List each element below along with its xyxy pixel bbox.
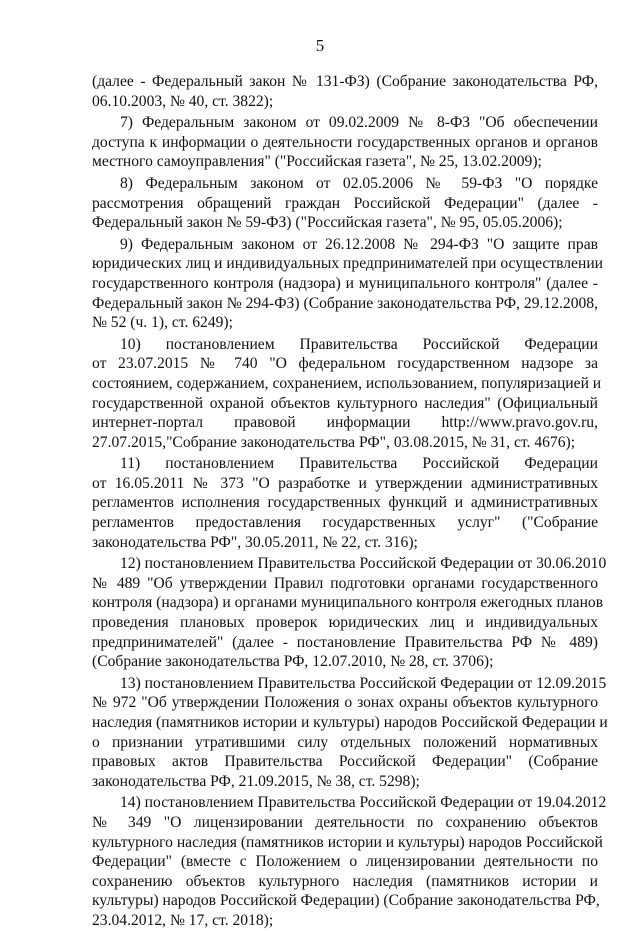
paragraph-p9 [92,235,604,333]
text-line: состоянием, содержанием, сохранением, использованием, популяризацией и [92,374,602,392]
text-line: 27.07.2015,"Собрание законодательства РФ", 03.08.2015, № 31, ст. 4676); [92,433,576,451]
paragraph-p10 [92,335,602,453]
text-line: 10) постановлением Правительства Российской Федерации [120,335,598,353]
text-line: 14) постановлением Правительства Российской Федерации от 19.04.2012 [120,794,607,812]
text-line: регламентов предоставления государственных услуг" ("Собрание [92,514,598,532]
text-line: интернет-портал правовой информации http://www.pravo.gov.ru, [92,414,598,432]
text-line: 13) постановлением Правительства Российской Федерации от 12.09.2015 [120,674,607,692]
text-line: государственного контроля (надзора) и муниципального контроля" (далее - [92,274,598,292]
text-line: проведения плановых проверок юридических лиц и индивидуальных [92,614,598,632]
text-line: культуры) народов Российской Федерации) (Собрание законодательства РФ, [92,892,600,910]
text-line: доступа к информации о деятельности государственных органов и органов [92,133,598,151]
text-line: о признании утратившими силу отдельных положений нормативных [92,733,598,751]
text-line: 12) постановлением Правительства Российской Федерации от 30.06.2010 [120,555,607,573]
text-line: контроля (надзора) и органами муниципального контроля ежегодных планов [92,594,604,612]
text-line: культурного наследия (памятников истории и культуры) народов Российской [92,833,603,851]
text-line: правовых актов Правительства Российской Федерации" (Собрание [92,753,598,771]
text-line: Федеральный закон № 294-ФЗ) (Собрание законодательства РФ, 29.12.2008, [92,294,598,312]
paragraph-p6-cont [92,72,598,111]
paragraph-p8 [92,174,598,233]
text-line: № 489 "Об утверждении Правил подготовки органами государственного [92,574,598,592]
paragraph-p12 [92,554,607,672]
text-line: рассмотрения обращений граждан Российской Федерации" (далее - [92,194,598,212]
text-line: (Собрание законодательства РФ, 12.07.2010, № 28, ст. 3706); [92,653,494,671]
text-line: 23.04.2012, № 17, ст. 2018); [92,911,274,929]
paragraph-p14 [92,793,607,930]
text-line: № 972 "Об утверждении Положения о зонах охраны объектов культурного [92,694,598,712]
text-line: государственной охраной объектов культурного наследия" (Официальный [92,394,598,412]
text-line: законодательства РФ", 30.05.2011, № 22, ст. 316); [92,533,418,551]
paragraph-p11 [92,454,598,552]
text-line: Федеральный закон № 59-ФЗ) ("Российская газета", № 95, 05.05.2006); [92,214,563,232]
text-line: от 23.07.2015 № 740 "О федеральном государственном надзоре за [92,355,598,373]
text-line: Федерации" (вместе с Положением о лицензировании деятельности по [92,853,598,871]
text-line: 8) Федеральным законом от 02.05.2006 № 59-ФЗ "О порядке [120,174,598,192]
text-line: 11) постановлением Правительства Российской Федерации [120,455,598,473]
text-line: № 52 (ч. 1), ст. 6249); [92,314,233,332]
text-line: юридических лиц и индивидуальных предпринимателей при осуществлении [92,255,604,273]
text-line: местного самоуправления" ("Российская газета", № 25, 13.02.2009); [92,153,542,171]
text-line: законодательства РФ, 21.09.2015, № 38, ст. 5298); [92,772,420,790]
text-line: наследия (памятников истории и культуры) народов Российской Федерации и [92,714,608,731]
text-line: 7) Федеральным законом от 09.02.2009 № 8-ФЗ "Об обеспечении [120,114,598,132]
text-line: 06.10.2003, № 40, ст. 3822); [92,92,274,110]
paragraph-p13 [92,674,608,792]
text-line: регламентов исполнения государственных функций и административных [92,494,598,512]
paragraph-p7 [92,113,598,172]
text-line: предпринимателей" (далее - постановление Правительства РФ № 489) [92,633,598,651]
text-line: № 349 "О лицензировании деятельности по сохранению объектов [92,813,598,831]
text-line: сохранению объектов культурного наследия (памятников истории и [92,872,598,890]
text-line: от 16.05.2011 № 373 "О разработке и утверждении административных [92,474,598,492]
page-number: 5 [315,36,325,55]
document-body [92,72,608,931]
text-line: (далее - Федеральный закон № 131-ФЗ) (Собрание законодательства РФ, [92,73,598,90]
text-line: 9) Федеральным законом от 26.12.2008 № 294-ФЗ "О защите прав [120,235,598,253]
